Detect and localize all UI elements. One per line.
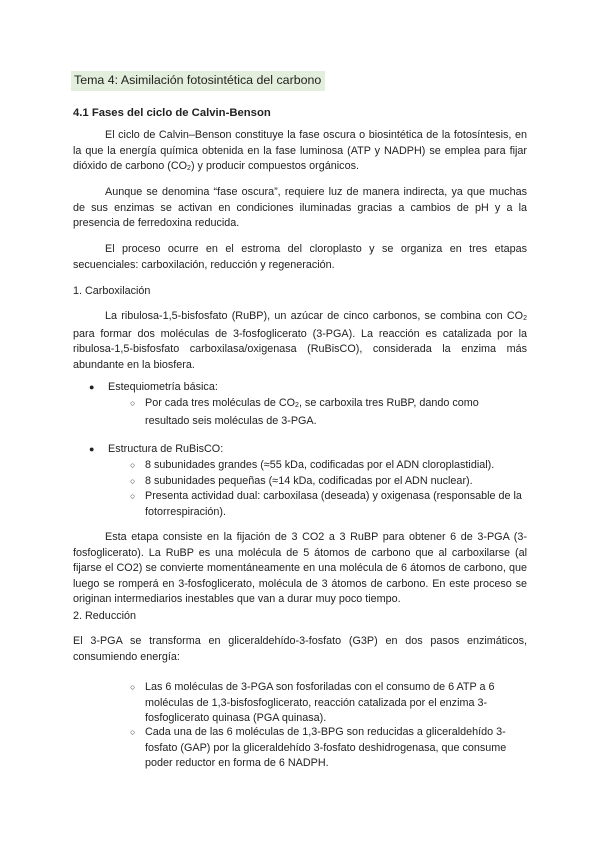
sub-bullet-subunidades-grandes: 8 subunidades grandes (≈55 kDa, codificadas por el ADN cloroplastidial). <box>145 459 495 471</box>
page-title: Tema 4: Asimilación fotosintética del carbono <box>71 71 325 91</box>
reduccion-paragraph-1: El 3-PGA se transforma en gliceraldehído-3-fosfato (G3P) en dos pasos enzimáticos, consumiendo energía: <box>73 635 527 663</box>
co2-subscript: 2 <box>295 402 299 409</box>
sub-bullet-ring-icon: ○ <box>130 476 136 486</box>
intro-paragraph-3: El proceso ocurre en el estroma del cloroplasto y se organiza en tres etapas secuenciales: carboxilación, reducción y regeneración. <box>73 243 527 271</box>
intro-paragraph-1 <box>73 128 527 177</box>
co2-subscript: 2 <box>187 165 191 172</box>
intro-p1-text: El ciclo de Calvin–Benson constituye la fase oscura o biosintética de la fotosíntesis, en la que la energía química obtenida en la fase luminosa (ATP y NADPH) se emplea para fijar dióxido de carbono (CO <box>73 129 527 172</box>
bullet-estructura-rubisco: Estructura de RuBisCO: <box>108 443 224 455</box>
sub-bullet-carboxila <box>145 396 505 429</box>
sub-bullet-ring-icon: ○ <box>130 491 136 501</box>
bullet-dot-icon: ● <box>89 444 95 454</box>
reduccion-item-1: Las 6 moléculas de 3-PGA son fosforiladas con el consumo de 6 ATP a 6 moléculas de 1,3-bisfosfoglicerato, reacción catalizada por el enzima 3-fosfoglicerato quinasa (PGA quinasa). <box>145 681 495 724</box>
section-heading: 4.1 Fases del ciclo de Calvin-Benson <box>73 107 271 119</box>
sub-bullet-ring-icon: ○ <box>130 460 136 470</box>
reduccion-heading: 2. Reducción <box>73 610 137 622</box>
carbox-p-text-end: para formar dos moléculas de 3-fosfoglicerato (3-PGA). La reacción es catalizada por la ribulosa-1,5-bisfosfato carboxilasa/oxigenasa (RuBisCO), considerada la enzima más abundante en la biosfera. <box>73 327 527 371</box>
carbox-p-text: La ribulosa-1,5-bisfosfato (RuBP), un azúcar de cinco carbonos, se combina con CO <box>105 310 524 322</box>
intro-p1-text-end: ) y producir compuestos orgánicos. <box>190 160 359 172</box>
carboxilacion-paragraph-2: Esta etapa consiste en la fijación de 3 CO2 a 3 RuBP para obtener 6 de 3-PGA (3-fosfoglicerato). La RuBP es una molécula de 5 átomos de carbono que al carboxilarse (al fijarse el CO2) se convierte momentáneamente en una molécula de 6 átomos de carbono, que luego se romperá en 3-fosfoglicerato, molécula de 3 átomos de carbono. En este proceso se originan intermediarios inestables que van a durar muy poco tiempo. <box>73 531 527 605</box>
reduccion-item-2: Cada una de las 6 moléculas de 1,3-BPG son reducidas a gliceraldehído 3-fosfato (GAP) por la gliceraldehído 3-fosfato deshidrogenasa, que consume poder reductor en forma de 6 NADPH. <box>145 726 507 769</box>
co2-subscript: 2 <box>523 315 527 322</box>
carboxilacion-heading: 1. Carboxilación <box>73 285 151 297</box>
carboxilacion-paragraph-1 <box>73 309 527 373</box>
intro-paragraph-2: Aunque se denomina “fase oscura”, requiere luz de manera indirecta, ya que muchas de sus enzimas se activan en condiciones iluminadas gracias a cambios de pH y a la presencia de ferredoxina reducida. <box>73 186 527 229</box>
sub-bullet-ring-icon: ○ <box>130 682 136 692</box>
sub-bullet-subunidades-pequenas: 8 subunidades pequeñas (≈14 kDa, codificadas por el ADN nuclear). <box>145 475 473 487</box>
sub-bullet-ring-icon: ○ <box>130 398 136 408</box>
bullet-dot-icon: ● <box>89 382 95 392</box>
sub-bullet-text: Por cada tres moléculas de CO <box>145 397 296 409</box>
bullet-estequiometria: Estequiometría básica: <box>108 381 218 393</box>
sub-bullet-text-end: , se carboxila tres RuBP, dando como resultado seis moléculas de 3-PGA. <box>145 397 479 427</box>
sub-bullet-ring-icon: ○ <box>130 727 136 737</box>
sub-bullet-actividad-dual: Presenta actividad dual: carboxilasa (deseada) y oxigenasa (responsable de la fotorrespiración). <box>145 490 522 518</box>
